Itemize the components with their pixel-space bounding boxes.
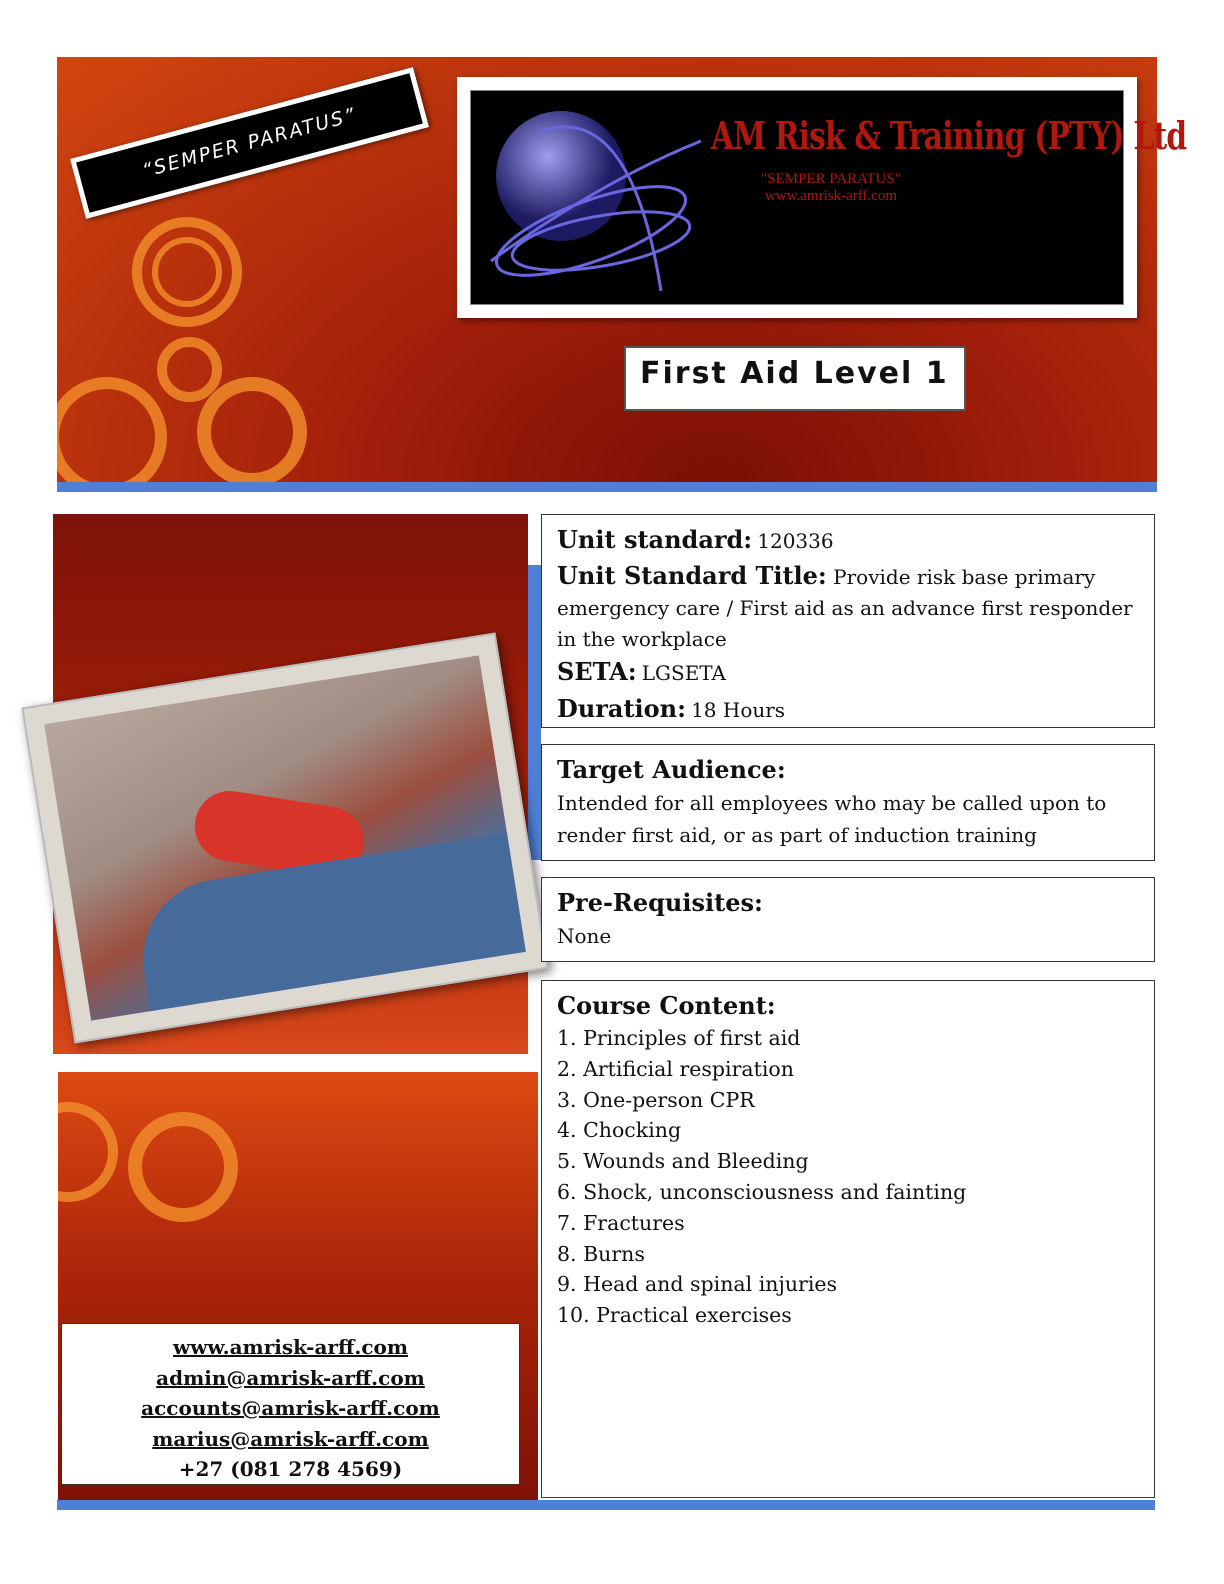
list-item: 3. One-person CPR xyxy=(557,1087,755,1112)
decorative-ring xyxy=(58,1102,118,1202)
decorative-ring xyxy=(152,237,222,307)
website-link[interactable]: www.amrisk-arff.com xyxy=(172,1335,409,1359)
list-item: 10. Practical exercises xyxy=(557,1303,792,1328)
seta-label: SETA: xyxy=(557,657,637,686)
course-content-list xyxy=(557,1023,1139,1331)
list-item: 2. Artificial respiration xyxy=(557,1056,794,1081)
divider-bar xyxy=(57,482,1157,492)
tagline-banner: “SEMPER PARATUS” xyxy=(70,67,429,219)
marius-email-link[interactable]: marius@amrisk-arff.com xyxy=(152,1426,429,1451)
company-logo xyxy=(457,77,1187,318)
phone-number: +27 (081 278 4569) xyxy=(178,1457,403,1481)
prereq-label: Pre-Requisites: xyxy=(557,888,763,917)
list-item: 5. Wounds and Bleeding xyxy=(557,1149,809,1174)
accounts-email-link[interactable]: accounts@amrisk-arff.com xyxy=(141,1396,440,1420)
prereq-text: None xyxy=(557,924,612,948)
admin-email-link[interactable]: admin@amrisk-arff.com xyxy=(156,1365,425,1390)
audience-box xyxy=(541,744,1155,861)
list-item: 1. Principles of first aid xyxy=(557,1026,801,1050)
seta-value: LGSETA xyxy=(641,661,726,685)
footer-bar xyxy=(57,1500,1155,1510)
globe-icon xyxy=(481,91,711,301)
duration-value: 18 Hours xyxy=(691,698,786,722)
unit-title-value: Provide risk base primary emergency care / First aid as an advance first responder in the workplace xyxy=(557,565,1133,651)
course-content-box xyxy=(541,980,1155,1498)
company-name: AM Risk & Training (PTY) Ltd xyxy=(711,113,1187,158)
list-item: 4. Chocking xyxy=(557,1118,682,1143)
course-content-label: Course Content: xyxy=(557,991,776,1020)
divider-bar-vertical xyxy=(528,565,541,860)
list-item: 9. Head and spinal injuries xyxy=(557,1272,838,1297)
contact-box xyxy=(61,1323,520,1485)
audience-text: Intended for all employees who may be called upon to render first aid, or as part of induction training xyxy=(557,791,1107,847)
list-item: 8. Burns xyxy=(557,1241,645,1266)
decorative-ring xyxy=(57,377,167,483)
unit-details-box xyxy=(541,514,1155,728)
audience-label: Target Audience: xyxy=(557,755,786,784)
decorative-ring xyxy=(197,377,307,483)
duration-label: Duration: xyxy=(557,694,686,723)
unit-title-label: Unit Standard Title: xyxy=(557,561,827,590)
unit-standard-label: Unit standard: xyxy=(557,525,753,554)
course-title: First Aid Level 1 xyxy=(624,346,966,411)
list-item: 7. Fractures xyxy=(557,1210,685,1235)
unit-standard-value: 120336 xyxy=(757,529,834,553)
logo-motto: "SEMPER PARATUS" xyxy=(761,171,901,187)
prereq-box xyxy=(541,877,1155,962)
list-item: 6. Shock, unconsciousness and fainting xyxy=(557,1179,967,1204)
logo-url: www.amrisk-arff.com xyxy=(764,188,898,204)
decorative-ring xyxy=(128,1112,238,1222)
